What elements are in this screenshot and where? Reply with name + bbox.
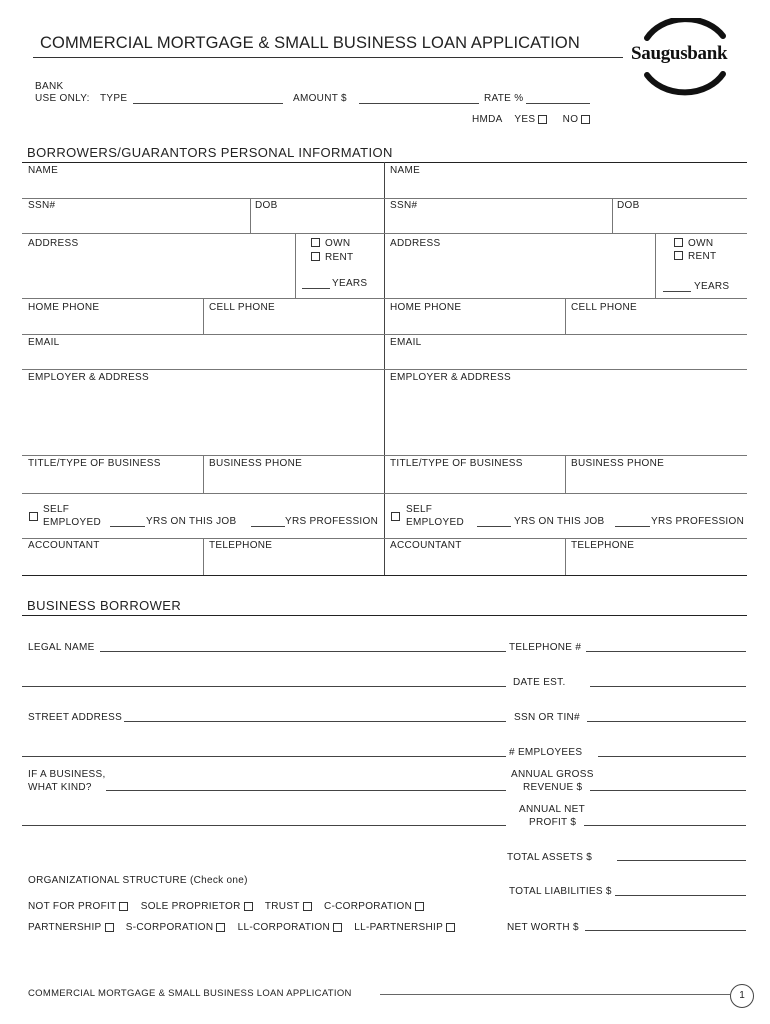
borrower2-telephone-label: TELEPHONE xyxy=(571,540,635,551)
total-liabilities-field[interactable] xyxy=(615,895,746,896)
borrower2-email-label: EMAIL xyxy=(390,337,422,348)
borrower1-own-label: OWN xyxy=(325,238,351,249)
borrower1-yrs-job-label: YRS ON THIS JOB xyxy=(146,516,237,527)
borrower1-own-checkbox[interactable] xyxy=(311,238,320,247)
form-title: COMMERCIAL MORTGAGE & SMALL BUSINESS LOAN APPLICATION xyxy=(40,34,580,52)
what-kind-line2-field[interactable] xyxy=(22,825,506,826)
revenue-label: REVENUE $ xyxy=(523,782,583,793)
legal-name-line2-field[interactable] xyxy=(22,686,506,687)
row-line xyxy=(22,538,747,539)
borrower1-dob-label: DOB xyxy=(255,200,278,211)
cell-divider xyxy=(565,455,566,493)
row-line xyxy=(22,334,747,335)
hmda-no-checkbox[interactable] xyxy=(581,115,590,124)
cell-divider xyxy=(565,538,566,575)
hmda-row xyxy=(472,114,593,125)
borrower2-own-checkbox[interactable] xyxy=(674,238,683,247)
borrower1-employed-label: EMPLOYED xyxy=(43,517,101,528)
revenue-field[interactable] xyxy=(590,790,746,791)
street-address-field[interactable] xyxy=(124,721,506,722)
what-kind-label: WHAT KIND? xyxy=(28,782,92,793)
cell-divider xyxy=(655,233,656,298)
borrower1-years-field[interactable] xyxy=(302,288,330,289)
amount-label: AMOUNT $ xyxy=(293,93,347,104)
borrower2-yrs-prof-label: YRS PROFESSION xyxy=(651,516,745,527)
row-line xyxy=(22,369,747,370)
ll-corporation-checkbox[interactable] xyxy=(333,923,342,932)
borrower1-home-phone-label: HOME PHONE xyxy=(28,302,100,313)
if-business-label: IF A BUSINESS, xyxy=(28,769,106,780)
net-worth-field[interactable] xyxy=(585,930,746,931)
borrower1-cell-phone-label: CELL PHONE xyxy=(209,302,275,313)
borrower2-self-label: SELF xyxy=(406,504,433,515)
cell-divider xyxy=(612,198,613,233)
borrower1-title-type-label: TITLE/TYPE OF BUSINESS xyxy=(28,458,161,469)
partnership-checkbox[interactable] xyxy=(105,923,114,932)
borrower2-business-phone-label: BUSINESS PHONE xyxy=(571,458,665,469)
saugusbank-logo xyxy=(625,18,740,96)
personal-bottom-rule xyxy=(22,575,747,576)
footer-rule xyxy=(380,994,730,995)
row-line xyxy=(22,233,747,234)
borrower1-yrs-prof-field[interactable] xyxy=(251,526,285,527)
borrower1-self-employed-checkbox[interactable] xyxy=(29,512,38,521)
borrower1-self-label: SELF xyxy=(43,504,70,515)
hmda-yes-label: YES xyxy=(514,114,536,125)
borrower1-business-phone-label: BUSINESS PHONE xyxy=(209,458,303,469)
borrower1-employer-label: EMPLOYER & ADDRESS xyxy=(28,372,149,383)
borrower2-accountant-label: ACCOUNTANT xyxy=(390,540,462,551)
org-row-2 xyxy=(28,922,458,933)
borrower2-years-field[interactable] xyxy=(663,291,691,292)
legal-name-label: LEGAL NAME xyxy=(28,642,95,653)
employees-field[interactable] xyxy=(598,756,746,757)
title-rule xyxy=(33,57,623,58)
row-line xyxy=(22,493,747,494)
trust-checkbox[interactable] xyxy=(303,902,312,911)
rate-field[interactable] xyxy=(526,103,590,104)
borrower1-yrs-prof-label: YRS PROFESSION xyxy=(285,516,379,527)
cell-divider xyxy=(203,538,204,575)
type-label: TYPE xyxy=(100,93,128,104)
ssn-tin-label: SSN OR TIN# xyxy=(514,712,580,723)
borrower2-dob-label: DOB xyxy=(617,200,640,211)
rate-label: RATE % xyxy=(484,93,524,104)
profit-label: PROFIT $ xyxy=(529,817,577,828)
profit-field[interactable] xyxy=(584,825,746,826)
logo-wordmark: Saugusbank xyxy=(631,43,728,64)
cell-divider xyxy=(250,198,251,233)
ssn-tin-field[interactable] xyxy=(587,721,746,722)
borrower1-telephone-label: TELEPHONE xyxy=(209,540,273,551)
bank-use-label: BANK xyxy=(35,81,64,92)
row-line xyxy=(22,298,747,299)
ll-partnership-checkbox[interactable] xyxy=(446,923,455,932)
borrower2-rent-label: RENT xyxy=(688,251,717,262)
borrower2-yrs-prof-field[interactable] xyxy=(615,526,650,527)
borrower1-name-label: NAME xyxy=(28,165,59,176)
row-line xyxy=(22,198,747,199)
business-telephone-label: TELEPHONE # xyxy=(509,642,582,653)
row-line xyxy=(22,455,747,456)
legal-name-field[interactable] xyxy=(100,651,506,652)
borrower2-self-employed-checkbox[interactable] xyxy=(391,512,400,521)
borrower2-name-label: NAME xyxy=(390,165,421,176)
borrower1-email-label: EMAIL xyxy=(28,337,60,348)
borrower1-ssn-label: SSN# xyxy=(28,200,56,211)
not-for-profit-checkbox[interactable] xyxy=(119,902,128,911)
borrower2-cell-phone-label: CELL PHONE xyxy=(571,302,637,313)
borrower1-rent-label: RENT xyxy=(325,252,354,263)
cell-divider xyxy=(295,233,296,298)
borrower1-accountant-label: ACCOUNTANT xyxy=(28,540,100,551)
borrower2-yrs-job-label: YRS ON THIS JOB xyxy=(514,516,605,527)
footer-text: COMMERCIAL MORTGAGE & SMALL BUSINESS LOAN APPLICATION xyxy=(28,988,352,999)
ll-corporation-label: LL-CORPORATION xyxy=(237,922,330,933)
borrower1-yrs-job-field[interactable] xyxy=(110,526,145,527)
cell-divider xyxy=(203,455,204,493)
borrower1-years-label: YEARS xyxy=(332,278,368,289)
date-est-label: DATE EST. xyxy=(513,677,566,688)
borrower2-employer-label: EMPLOYER & ADDRESS xyxy=(390,372,511,383)
c-corporation-label: C-CORPORATION xyxy=(323,901,413,912)
total-liabilities-label: TOTAL LIABILITIES $ xyxy=(509,886,612,897)
s-corporation-checkbox[interactable] xyxy=(216,923,225,932)
borrower2-years-label: YEARS xyxy=(694,281,730,292)
trust-label: TRUST xyxy=(264,901,300,912)
street-address-label: STREET ADDRESS xyxy=(28,712,123,723)
cell-divider xyxy=(203,298,204,334)
hmda-yes-checkbox[interactable] xyxy=(538,115,547,124)
business-top-rule xyxy=(22,615,747,616)
partnership-label: PARTNERSHIP xyxy=(28,922,102,933)
borrower2-title-type-label: TITLE/TYPE OF BUSINESS xyxy=(390,458,523,469)
annual-net-label: ANNUAL NET xyxy=(519,804,585,815)
borrower2-address-label: ADDRESS xyxy=(390,238,441,249)
borrower2-own-label: OWN xyxy=(688,238,714,249)
borrower2-home-phone-label: HOME PHONE xyxy=(390,302,462,313)
cell-divider xyxy=(565,298,566,334)
s-corporation-label: S-CORPORATION xyxy=(125,922,214,933)
hmda-label: HMDA xyxy=(472,114,503,125)
org-structure-label: ORGANIZATIONAL STRUCTURE (Check one) xyxy=(28,875,248,886)
c-corporation-checkbox[interactable] xyxy=(415,902,424,911)
total-assets-label: TOTAL ASSETS $ xyxy=(507,852,593,863)
date-est-field[interactable] xyxy=(590,686,746,687)
street-address-line2-field[interactable] xyxy=(22,756,506,757)
type-field[interactable] xyxy=(133,103,283,104)
borrower2-yrs-job-field[interactable] xyxy=(477,526,511,527)
employees-label: # EMPLOYEES xyxy=(509,747,583,758)
amount-field[interactable] xyxy=(359,103,479,104)
bank-use-only-label: USE ONLY: xyxy=(35,93,90,104)
personal-section-title: BORROWERS/GUARANTORS PERSONAL INFORMATION xyxy=(27,145,393,160)
ll-partnership-label: LL-PARTNERSHIP xyxy=(354,922,444,933)
not-for-profit-label: NOT FOR PROFIT xyxy=(28,901,117,912)
borrower2-employed-label: EMPLOYED xyxy=(406,517,464,528)
what-kind-field[interactable] xyxy=(106,790,506,791)
net-worth-label: NET WORTH $ xyxy=(507,922,579,933)
business-telephone-field[interactable] xyxy=(586,651,746,652)
borrower2-ssn-label: SSN# xyxy=(390,200,418,211)
borrower2-rent-checkbox[interactable] xyxy=(674,251,683,260)
borrower1-rent-checkbox[interactable] xyxy=(311,252,320,261)
business-section-title: BUSINESS BORROWER xyxy=(27,598,182,613)
sole-proprietor-label: SOLE PROPRIETOR xyxy=(140,901,241,912)
hmda-no-label: NO xyxy=(562,114,579,125)
sole-proprietor-checkbox[interactable] xyxy=(244,902,253,911)
borrower1-address-label: ADDRESS xyxy=(28,238,79,249)
total-assets-field[interactable] xyxy=(617,860,746,861)
annual-gross-label: ANNUAL GROSS xyxy=(511,769,594,780)
page-number: 1 xyxy=(730,984,754,1008)
org-row-1 xyxy=(28,901,427,912)
